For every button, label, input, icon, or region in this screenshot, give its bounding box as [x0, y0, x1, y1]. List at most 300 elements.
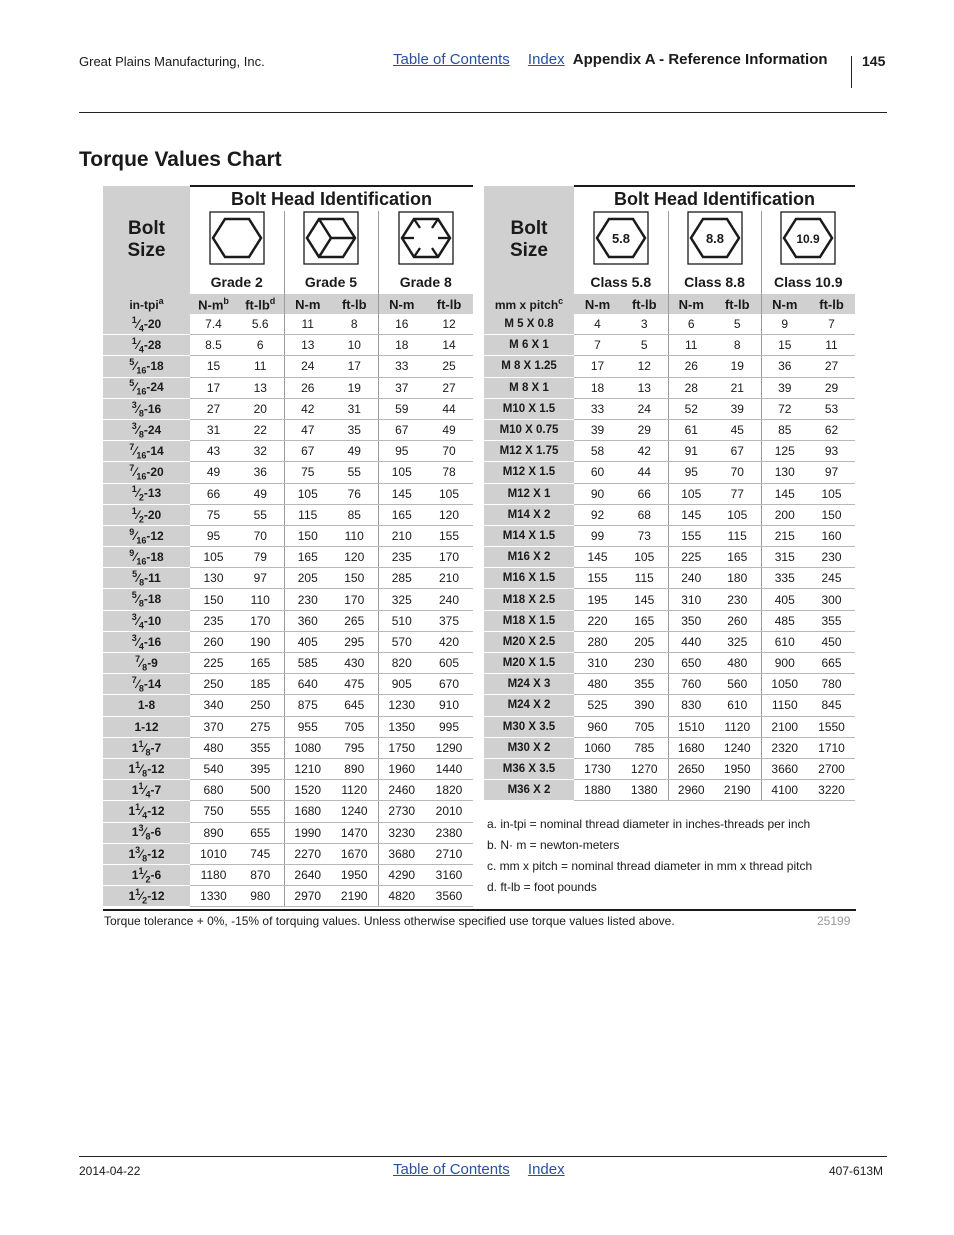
torque-value-cell: 680 — [190, 780, 237, 801]
torque-value-cell: 11 — [237, 356, 284, 377]
torque-value-cell: 67 — [714, 441, 761, 462]
torque-value-cell: 155 — [425, 525, 473, 546]
table-row — [484, 737, 855, 758]
torque-value-cell: 875 — [284, 695, 331, 716]
torque-value-cell: 105 — [284, 483, 331, 504]
torque-value-cell: 8 — [714, 335, 761, 356]
page-title: Torque Values Chart — [79, 148, 282, 171]
table-row — [484, 377, 855, 398]
torque-value-cell: 205 — [284, 568, 331, 589]
table-row — [103, 398, 473, 419]
torque-value-cell: 230 — [808, 547, 855, 568]
torque-value-cell: 4100 — [761, 780, 808, 801]
bolt-size-cell: M36 X 3.5 — [484, 758, 574, 779]
table-row — [103, 758, 473, 779]
torque-value-cell: 15 — [761, 335, 808, 356]
torque-value-cell: 1550 — [808, 716, 855, 737]
bolt-size-cell: $1^3⁄_8-6$ — [103, 822, 190, 843]
torque-value-cell: 890 — [331, 758, 378, 779]
class-5-8-head — [574, 211, 668, 270]
torque-value-cell: 105 — [425, 483, 473, 504]
table-row — [484, 758, 855, 779]
torque-value-cell: 650 — [668, 653, 714, 674]
torque-value-cell: 18 — [574, 377, 621, 398]
bolt-size-cell: $^5⁄_{16}-24$ — [103, 377, 190, 398]
class-10-9-head-mark: 10.9 — [796, 232, 820, 246]
torque-value-cell: 3230 — [378, 822, 425, 843]
torque-value-cell: 6 — [668, 314, 714, 335]
bolt-size-cell: M10 X 1.5 — [484, 398, 574, 419]
col-class88-ftlb: ft-lb — [714, 294, 761, 314]
torque-value-cell: 145 — [668, 504, 714, 525]
table-row — [103, 314, 473, 335]
table-row — [103, 589, 473, 610]
grade-8-hex-icon — [398, 211, 454, 265]
torque-value-cell: 165 — [378, 504, 425, 525]
torque-value-cell: 225 — [668, 547, 714, 568]
bolt-size-cell: $^5⁄_8-11$ — [103, 568, 190, 589]
torque-value-cell: 480 — [190, 737, 237, 758]
bolt-size-cell: $1^3⁄_8-12$ — [103, 843, 190, 864]
grade-2-label: Grade 2 — [190, 270, 284, 294]
torque-value-cell: 995 — [425, 716, 473, 737]
torque-value-cell: 52 — [668, 398, 714, 419]
torque-value-cell: 7 — [808, 314, 855, 335]
bolt-size-cell: $^1⁄_2-13$ — [103, 483, 190, 504]
torque-value-cell: 125 — [761, 441, 808, 462]
torque-value-cell: 900 — [761, 653, 808, 674]
torque-value-cell: 370 — [190, 716, 237, 737]
torque-value-cell: 35 — [331, 419, 378, 440]
bolt-size-cell: M12 X 1.5 — [484, 462, 574, 483]
torque-value-cell: 1230 — [378, 695, 425, 716]
torque-value-cell: 59 — [378, 398, 425, 419]
torque-value-cell: 1240 — [331, 801, 378, 822]
footnote-b: b. N· m = newton-meters — [487, 838, 620, 852]
torque-value-cell: 1350 — [378, 716, 425, 737]
torque-value-cell: 115 — [714, 525, 761, 546]
torque-value-cell: 2730 — [378, 801, 425, 822]
header-divider — [851, 56, 852, 88]
torque-value-cell: 66 — [190, 483, 237, 504]
torque-value-cell: 910 — [425, 695, 473, 716]
torque-value-cell: 7.4 — [190, 314, 237, 335]
torque-value-cell: 2380 — [425, 822, 473, 843]
torque-value-cell: 105 — [621, 547, 668, 568]
torque-value-cell: 405 — [284, 631, 331, 652]
torque-value-cell: 1120 — [714, 716, 761, 737]
torque-value-cell: 705 — [621, 716, 668, 737]
torque-value-cell: 2190 — [714, 780, 761, 801]
footnotes — [487, 814, 812, 898]
torque-value-cell: 165 — [714, 547, 761, 568]
grade-2-hex-icon — [209, 211, 265, 265]
bolt-size-cell: $^1⁄_4-20$ — [103, 314, 190, 335]
bolt-size-cell: $^9⁄_{16}-12$ — [103, 525, 190, 546]
torque-value-cell: 375 — [425, 610, 473, 631]
torque-value-cell: 68 — [621, 504, 668, 525]
table-row — [484, 462, 855, 483]
torque-value-cell: 310 — [574, 653, 621, 674]
torque-value-cell: 145 — [761, 483, 808, 504]
torque-value-cell: 24 — [621, 398, 668, 419]
torque-value-cell: 97 — [237, 568, 284, 589]
torque-value-cell: 390 — [621, 695, 668, 716]
col-grade2-ftlb: $ft-lb^d$ — [237, 294, 284, 314]
torque-value-cell: 605 — [425, 653, 473, 674]
bolt-size-cell: $^1⁄_2-20$ — [103, 504, 190, 525]
torque-value-cell: 350 — [668, 610, 714, 631]
torque-value-cell: 1750 — [378, 737, 425, 758]
grade-5-hex-icon — [303, 211, 359, 265]
torque-value-cell: 510 — [378, 610, 425, 631]
torque-value-cell: 1380 — [621, 780, 668, 801]
torque-value-cell: 1270 — [621, 758, 668, 779]
torque-value-cell: 295 — [331, 631, 378, 652]
table-row — [103, 462, 473, 483]
bolt-size-cell: 1-12 — [103, 716, 190, 737]
bolt-size-cell: $^5⁄_{16}-18$ — [103, 356, 190, 377]
torque-value-cell: 1330 — [190, 886, 237, 907]
torque-value-cell: 145 — [378, 483, 425, 504]
table-row — [484, 335, 855, 356]
torque-value-cell: 14 — [425, 335, 473, 356]
torque-value-cell: 150 — [808, 504, 855, 525]
torque-value-cell: 1680 — [284, 801, 331, 822]
torque-value-cell: 110 — [237, 589, 284, 610]
torque-value-cell: 15 — [190, 356, 237, 377]
torque-value-cell: 62 — [808, 419, 855, 440]
torque-value-cell: 5 — [621, 335, 668, 356]
bolt-head-identification-header: Bolt Head Identification — [574, 186, 855, 211]
bolt-size-cell: $^1⁄_4-28$ — [103, 335, 190, 356]
torque-value-cell: 70 — [425, 441, 473, 462]
bolt-size-cell: 1-8 — [103, 695, 190, 716]
torque-value-cell: 26 — [668, 356, 714, 377]
metric-torque-table — [484, 185, 855, 801]
bolt-size-cell: M18 X 1.5 — [484, 610, 574, 631]
torque-value-cell: 60 — [574, 462, 621, 483]
torque-value-cell: 3680 — [378, 843, 425, 864]
torque-value-cell: 2010 — [425, 801, 473, 822]
torque-value-cell: 955 — [284, 716, 331, 737]
torque-value-cell: 17 — [190, 377, 237, 398]
col-class109-ftlb: ft-lb — [808, 294, 855, 314]
torque-value-cell: 49 — [425, 419, 473, 440]
bolt-size-cell: $^3⁄_8-16$ — [103, 398, 190, 419]
torque-value-cell: 85 — [331, 504, 378, 525]
torque-value-cell: 39 — [574, 419, 621, 440]
class-8-8-label: Class 8.8 — [668, 270, 761, 294]
torque-value-cell: 22 — [237, 419, 284, 440]
torque-value-cell: 210 — [425, 568, 473, 589]
table-row — [484, 314, 855, 335]
torque-value-cell: 31 — [331, 398, 378, 419]
bolt-size-cell: M12 X 1 — [484, 483, 574, 504]
torque-value-cell: 165 — [237, 653, 284, 674]
torque-value-cell: 215 — [761, 525, 808, 546]
torque-value-cell: 27 — [808, 356, 855, 377]
torque-value-cell: 36 — [761, 356, 808, 377]
table-row — [484, 525, 855, 546]
torque-value-cell: 1010 — [190, 843, 237, 864]
torque-value-cell: 2970 — [284, 886, 331, 907]
table-row — [484, 504, 855, 525]
torque-value-cell: 165 — [621, 610, 668, 631]
bolt-size-cell: M 5 X 0.8 — [484, 314, 574, 335]
torque-value-cell: 155 — [574, 568, 621, 589]
bolt-size-cell: M12 X 1.75 — [484, 441, 574, 462]
col-in-tpi: in-tpi$^a$ — [103, 294, 190, 314]
torque-value-cell: 10 — [331, 335, 378, 356]
torque-value-cell: 2460 — [378, 780, 425, 801]
torque-value-cell: 1820 — [425, 780, 473, 801]
torque-value-cell: 670 — [425, 674, 473, 695]
toc-link[interactable]: Table of Contents — [393, 51, 510, 68]
torque-value-cell: 570 — [378, 631, 425, 652]
torque-value-cell: 325 — [378, 589, 425, 610]
torque-value-cell: 1060 — [574, 737, 621, 758]
torque-value-cell: 640 — [284, 674, 331, 695]
class-10-9-hex-icon — [780, 211, 836, 265]
torque-value-cell: 4 — [574, 314, 621, 335]
torque-value-cell: 1950 — [331, 864, 378, 885]
torque-value-cell: 73 — [621, 525, 668, 546]
torque-value-cell: 42 — [284, 398, 331, 419]
table-row — [103, 610, 473, 631]
torque-value-cell: 26 — [284, 377, 331, 398]
torque-value-cell: 230 — [284, 589, 331, 610]
torque-value-cell: 395 — [237, 758, 284, 779]
torque-value-cell: 610 — [714, 695, 761, 716]
torque-value-cell: 210 — [378, 525, 425, 546]
imperial-torque-table — [103, 185, 473, 907]
torque-value-cell: 8.5 — [190, 335, 237, 356]
bolt-size-cell: $1^1⁄_8-7$ — [103, 737, 190, 758]
torque-value-cell: 645 — [331, 695, 378, 716]
torque-value-cell: 820 — [378, 653, 425, 674]
torque-value-cell: 93 — [808, 441, 855, 462]
torque-value-cell: 11 — [808, 335, 855, 356]
torque-value-cell: 4290 — [378, 864, 425, 885]
torque-value-cell: 440 — [668, 631, 714, 652]
bolt-size-cell: M18 X 2.5 — [484, 589, 574, 610]
torque-value-cell: 905 — [378, 674, 425, 695]
table-row — [103, 822, 473, 843]
table-row — [103, 886, 473, 907]
torque-value-cell: 44 — [425, 398, 473, 419]
torque-value-cell: 190 — [237, 631, 284, 652]
torque-value-cell: 105 — [378, 462, 425, 483]
col-class88-nm: N-m — [668, 294, 714, 314]
torque-value-cell: 1510 — [668, 716, 714, 737]
torque-value-cell: 750 — [190, 801, 237, 822]
table-row — [103, 653, 473, 674]
bolt-head-identification-header: Bolt Head Identification — [190, 186, 473, 211]
torque-value-cell: 830 — [668, 695, 714, 716]
torque-value-cell: 29 — [621, 419, 668, 440]
torque-value-cell: 130 — [190, 568, 237, 589]
class-10-9-head — [761, 211, 855, 270]
table-row — [103, 864, 473, 885]
footer-nav — [393, 1161, 579, 1178]
torque-value-cell: 97 — [808, 462, 855, 483]
header-rule — [79, 112, 887, 113]
torque-value-cell: 105 — [190, 547, 237, 568]
torque-value-cell: 13 — [284, 335, 331, 356]
torque-value-cell: 2100 — [761, 716, 808, 737]
index-link[interactable]: Index — [527, 51, 565, 68]
table-row — [484, 568, 855, 589]
torque-value-cell: 795 — [331, 737, 378, 758]
torque-value-cell: 27 — [425, 377, 473, 398]
torque-value-cell: 47 — [284, 419, 331, 440]
table-row — [484, 716, 855, 737]
torque-value-cell: 1150 — [761, 695, 808, 716]
torque-value-cell: 42 — [621, 441, 668, 462]
col-class58-ftlb: ft-lb — [621, 294, 668, 314]
table-row — [103, 801, 473, 822]
torque-value-cell: 99 — [574, 525, 621, 546]
grade-8-head — [378, 211, 473, 270]
torque-value-cell: 1680 — [668, 737, 714, 758]
torque-value-cell: 2270 — [284, 843, 331, 864]
torque-value-cell: 960 — [574, 716, 621, 737]
bolt-size-cell: M14 X 2 — [484, 504, 574, 525]
torque-value-cell: 120 — [425, 504, 473, 525]
grade-5-head — [284, 211, 378, 270]
table-row — [484, 780, 855, 801]
bolt-size-cell: $1^1⁄_2-12$ — [103, 886, 190, 907]
bolt-size-cell: $^7⁄_8-9$ — [103, 653, 190, 674]
torque-value-cell: 85 — [761, 419, 808, 440]
table-row — [103, 674, 473, 695]
col-grade8-ftlb: ft-lb — [425, 294, 473, 314]
torque-value-cell: 2700 — [808, 758, 855, 779]
torque-value-cell: 76 — [331, 483, 378, 504]
table-row — [103, 631, 473, 652]
torque-value-cell: 49 — [190, 462, 237, 483]
torque-value-cell: 27 — [190, 398, 237, 419]
table-row — [103, 780, 473, 801]
torque-value-cell: 235 — [190, 610, 237, 631]
class-8-8-head — [668, 211, 761, 270]
table-row — [103, 525, 473, 546]
torque-value-cell: 70 — [237, 525, 284, 546]
torque-value-cell: 70 — [714, 462, 761, 483]
class-10-9-label: Class 10.9 — [774, 274, 843, 290]
table-bottom-rule — [103, 909, 856, 911]
torque-value-cell: 120 — [331, 547, 378, 568]
torque-value-cell: 540 — [190, 758, 237, 779]
torque-value-cell: 61 — [668, 419, 714, 440]
torque-value-cell: 430 — [331, 653, 378, 674]
torque-value-cell: 20 — [237, 398, 284, 419]
torque-value-cell: 240 — [668, 568, 714, 589]
torque-value-cell: 285 — [378, 568, 425, 589]
torque-value-cell: 39 — [714, 398, 761, 419]
torque-value-cell: 13 — [621, 377, 668, 398]
torque-value-cell: 150 — [284, 525, 331, 546]
torque-value-cell: 145 — [574, 547, 621, 568]
torque-value-cell: 355 — [621, 674, 668, 695]
torque-value-cell: 220 — [574, 610, 621, 631]
torque-value-cell: 7 — [574, 335, 621, 356]
torque-value-cell: 43 — [190, 441, 237, 462]
class-5-8-label: Class 5.8 — [574, 270, 668, 294]
index-link[interactable]: Index — [527, 1161, 565, 1178]
torque-value-cell: 44 — [621, 462, 668, 483]
torque-value-cell: 355 — [808, 610, 855, 631]
torque-value-cell: 105 — [668, 483, 714, 504]
torque-value-cell: 150 — [190, 589, 237, 610]
torque-value-cell: 240 — [425, 589, 473, 610]
section-title: Appendix A - Reference Information — [572, 51, 828, 68]
torque-value-cell: 170 — [331, 589, 378, 610]
torque-value-cell: 155 — [668, 525, 714, 546]
torque-value-cell: 525 — [574, 695, 621, 716]
table-row — [103, 716, 473, 737]
torque-value-cell: 265 — [331, 610, 378, 631]
torque-value-cell: 19 — [714, 356, 761, 377]
torque-value-cell: 105 — [808, 483, 855, 504]
bolt-size-cell: M16 X 1.5 — [484, 568, 574, 589]
table-row — [103, 483, 473, 504]
torque-value-cell: 745 — [237, 843, 284, 864]
torque-value-cell: 250 — [190, 674, 237, 695]
torque-value-cell: 33 — [574, 398, 621, 419]
torque-value-cell: 870 — [237, 864, 284, 885]
table-row — [103, 441, 473, 462]
torque-value-cell: 77 — [714, 483, 761, 504]
torque-value-cell: 13 — [237, 377, 284, 398]
torque-value-cell: 53 — [808, 398, 855, 419]
torque-value-cell: 1520 — [284, 780, 331, 801]
torque-value-cell: 310 — [668, 589, 714, 610]
torque-value-cell: 205 — [621, 631, 668, 652]
torque-value-cell: 24 — [284, 356, 331, 377]
torque-value-cell: 2320 — [761, 737, 808, 758]
col-grade8-nm: N-m — [378, 294, 425, 314]
table-row — [484, 356, 855, 377]
class-5-8-hex-icon — [593, 211, 649, 265]
torque-value-cell: 95 — [668, 462, 714, 483]
table-row — [103, 504, 473, 525]
table-row — [103, 695, 473, 716]
torque-value-cell: 75 — [284, 462, 331, 483]
bolt-size-cell: M20 X 1.5 — [484, 653, 574, 674]
bolt-size-cell: $^7⁄_{16}-14$ — [103, 441, 190, 462]
toc-link[interactable]: Table of Contents — [393, 1161, 510, 1178]
torque-value-cell: 1470 — [331, 822, 378, 843]
footer-date: 2014-04-22 — [79, 1164, 141, 1178]
torque-value-cell: 1990 — [284, 822, 331, 843]
torque-value-cell: 260 — [714, 610, 761, 631]
torque-value-cell: 145 — [621, 589, 668, 610]
table-row — [484, 631, 855, 652]
torque-value-cell: 95 — [378, 441, 425, 462]
torque-value-cell: 25 — [425, 356, 473, 377]
document-number: 407-613M — [829, 1164, 884, 1178]
torque-value-cell: 335 — [761, 568, 808, 589]
torque-value-cell: 170 — [425, 547, 473, 568]
torque-value-cell: 1670 — [331, 843, 378, 864]
col-grade2-nm: $N-m^b$ — [190, 294, 237, 314]
table-row — [484, 441, 855, 462]
torque-value-cell: 17 — [331, 356, 378, 377]
torque-value-cell: 33 — [378, 356, 425, 377]
footer-rule — [79, 1156, 887, 1157]
